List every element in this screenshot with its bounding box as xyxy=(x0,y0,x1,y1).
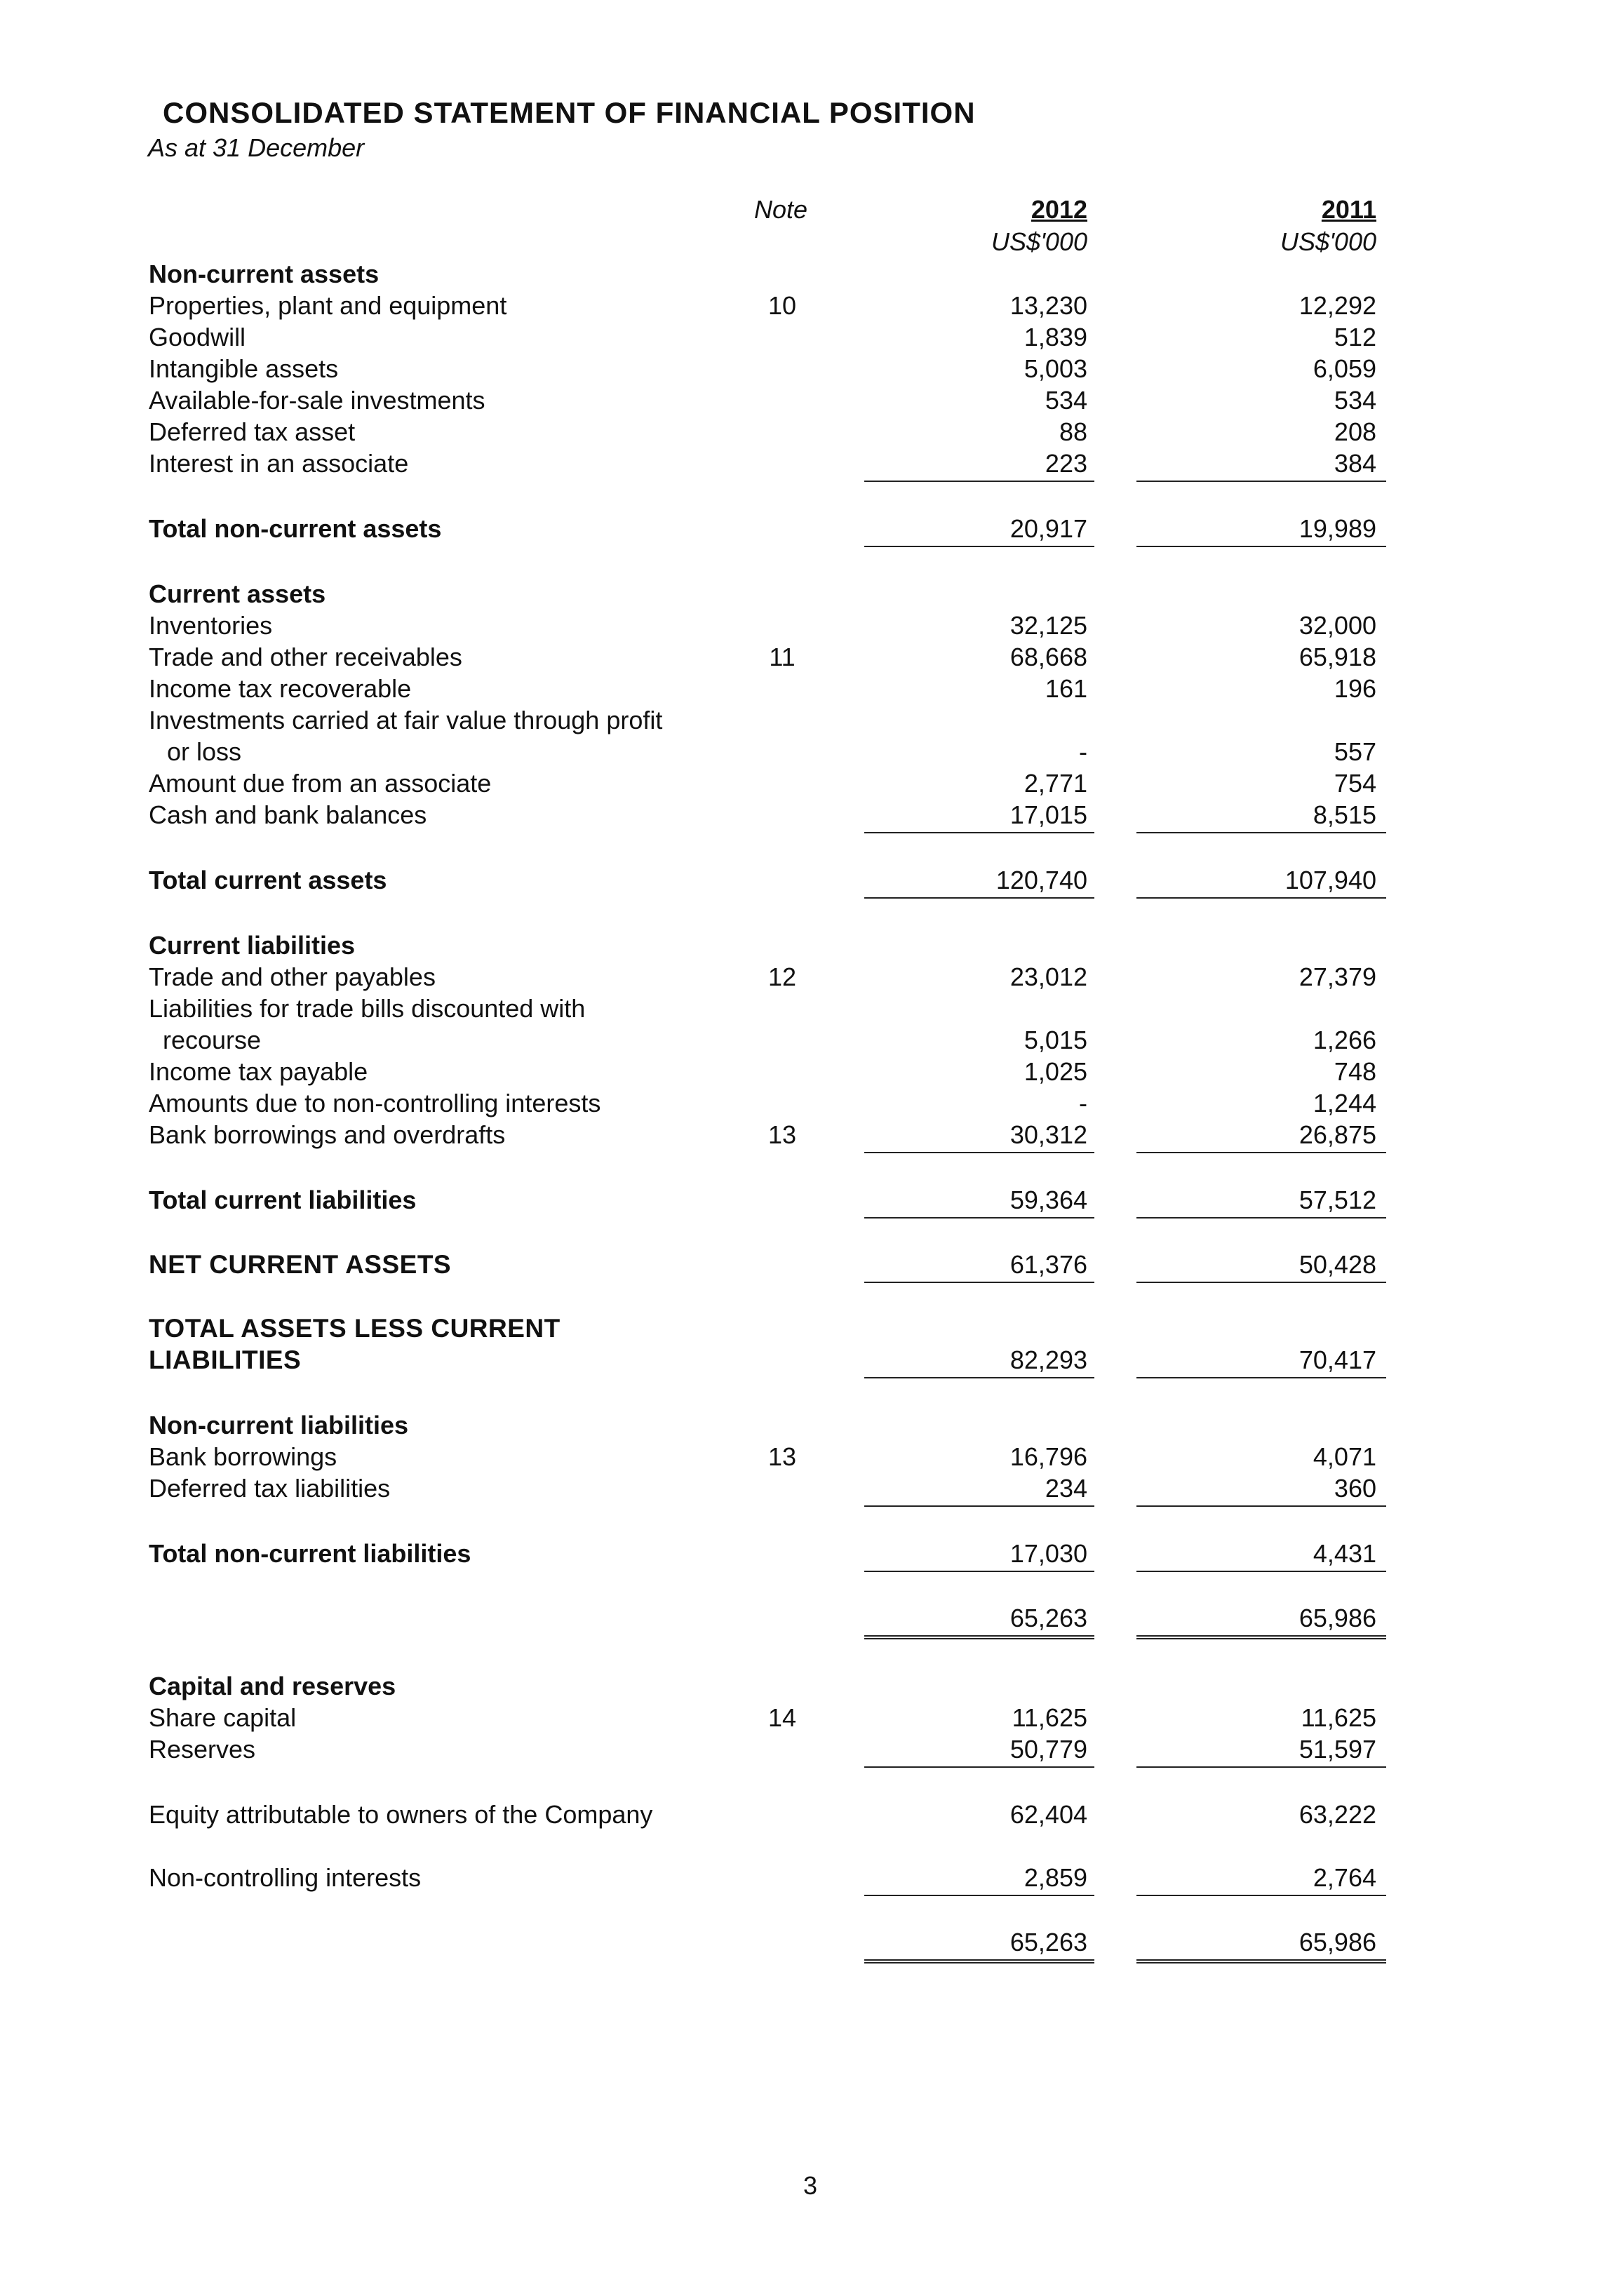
value-2011: 26,875 xyxy=(1298,1120,1376,1149)
section-heading xyxy=(0,1672,1624,1704)
row-label: or loss xyxy=(167,737,242,766)
subtotal-rule xyxy=(1136,832,1386,833)
value-2012: 13,230 xyxy=(1009,291,1087,320)
value-2011: 65,918 xyxy=(1298,643,1376,671)
row-label: Inventories xyxy=(149,611,273,640)
table-row xyxy=(0,674,1624,706)
grand-total-rule xyxy=(864,1635,1094,1639)
value-2012: 23,012 xyxy=(1009,962,1087,991)
section-heading xyxy=(0,931,1624,963)
table-row xyxy=(0,386,1624,418)
value-2012: 223 xyxy=(1045,449,1087,478)
table-row xyxy=(0,417,1624,450)
total-row xyxy=(0,1314,1624,1346)
table-row xyxy=(0,323,1624,355)
value-2011: 196 xyxy=(1334,674,1376,703)
total-row xyxy=(0,1250,1624,1282)
value-2011: 65,986 xyxy=(1298,1928,1376,1956)
table-row xyxy=(0,994,1624,1026)
total-row xyxy=(0,1186,1624,1218)
value-2012: 2,859 xyxy=(1024,1863,1087,1892)
value-2012: 59,364 xyxy=(1009,1186,1087,1214)
table-row xyxy=(0,1442,1624,1475)
subtotal-rule xyxy=(864,1895,1094,1896)
total-rule xyxy=(864,1217,1094,1219)
value-2012: 65,263 xyxy=(1009,1604,1087,1632)
section-heading xyxy=(0,579,1624,612)
row-label: Deferred tax asset xyxy=(149,417,356,446)
grand-total-rule xyxy=(1136,1635,1386,1639)
value-2011: 6,059 xyxy=(1313,354,1376,383)
value-2012: 1,839 xyxy=(1024,323,1087,351)
total-equity-row xyxy=(0,1928,1624,1960)
table-row xyxy=(0,1057,1624,1089)
total-rule xyxy=(1136,546,1386,547)
table-row xyxy=(0,706,1624,738)
unit-2012-header: US$'000 xyxy=(991,227,1087,256)
value-2011: 360 xyxy=(1334,1474,1376,1503)
row-label: NET CURRENT ASSETS xyxy=(149,1250,452,1279)
table-row xyxy=(0,1089,1624,1121)
row-label: TOTAL ASSETS LESS CURRENT xyxy=(149,1314,561,1343)
row-label: Available-for-sale investments xyxy=(149,386,485,415)
value-2011: 208 xyxy=(1334,417,1376,446)
value-2012: 5,015 xyxy=(1024,1026,1087,1054)
value-2011: 57,512 xyxy=(1298,1186,1376,1214)
grand-total-rule xyxy=(864,1959,1094,1963)
subtotal-rule xyxy=(1136,1152,1386,1153)
row-label: Investments carried at fair value through profit xyxy=(149,706,663,734)
value-2011: 19,989 xyxy=(1298,514,1376,543)
table-row xyxy=(0,1863,1624,1895)
subtotal-rule xyxy=(1136,1895,1386,1896)
row-note: 13 xyxy=(768,1442,797,1471)
row-label: Amount due from an associate xyxy=(149,769,492,798)
section-heading xyxy=(0,1411,1624,1443)
subtotal-rule xyxy=(864,832,1094,833)
row-label: Reserves xyxy=(149,1735,256,1764)
year-2011-header: 2011 xyxy=(1321,195,1376,224)
row-label: Bank borrowings and overdrafts xyxy=(149,1120,506,1149)
value-2012: 11,625 xyxy=(1012,1703,1087,1732)
table-row xyxy=(0,354,1624,387)
total-rule xyxy=(1136,1571,1386,1572)
value-2011: 107,940 xyxy=(1284,866,1376,894)
row-label: Trade and other receivables xyxy=(149,643,462,671)
value-2011: 4,431 xyxy=(1313,1539,1376,1568)
subtotal-rule xyxy=(864,481,1094,482)
table-row xyxy=(0,1735,1624,1767)
table-row xyxy=(0,1120,1624,1153)
value-2011: 512 xyxy=(1334,323,1376,351)
row-label: Non-current liabilities xyxy=(149,1411,409,1439)
value-2012: - xyxy=(1079,1089,1087,1117)
total-row xyxy=(0,1539,1624,1571)
value-2012: 62,404 xyxy=(1009,1800,1087,1829)
row-label: Trade and other payables xyxy=(149,962,436,991)
value-2011: 8,515 xyxy=(1313,800,1376,829)
value-2011: 63,222 xyxy=(1298,1800,1376,1829)
value-2011: 11,625 xyxy=(1301,1703,1376,1732)
table-row xyxy=(0,449,1624,481)
total-row xyxy=(0,514,1624,546)
row-label: Total non-current assets xyxy=(149,514,442,543)
value-2011: 748 xyxy=(1334,1057,1376,1086)
row-label: Non-controlling interests xyxy=(149,1863,422,1892)
value-2012: 234 xyxy=(1045,1474,1087,1503)
row-label: Cash and bank balances xyxy=(149,800,427,829)
table-row xyxy=(0,769,1624,801)
value-2011: 4,071 xyxy=(1313,1442,1376,1471)
subtotal-rule xyxy=(1136,1766,1386,1768)
row-label: Capital and reserves xyxy=(149,1672,396,1700)
row-label: Share capital xyxy=(149,1703,297,1732)
unit-2011-header: US$'000 xyxy=(1280,227,1376,256)
total-rule xyxy=(1136,1217,1386,1219)
value-2011: 70,417 xyxy=(1298,1345,1376,1374)
value-2011: 51,597 xyxy=(1298,1735,1376,1764)
value-2012: 20,917 xyxy=(1009,514,1087,543)
value-2011: 12,292 xyxy=(1298,291,1376,320)
subtotal-rule xyxy=(864,1505,1094,1507)
row-label: Properties, plant and equipment xyxy=(149,291,507,320)
table-row xyxy=(0,291,1624,323)
total-rule xyxy=(864,1282,1094,1283)
section-heading xyxy=(0,260,1624,292)
value-2012: - xyxy=(1079,737,1087,766)
value-2011: 1,244 xyxy=(1313,1089,1376,1117)
row-label: Income tax recoverable xyxy=(149,674,412,703)
table-row xyxy=(0,800,1624,833)
value-2012: 68,668 xyxy=(1009,643,1087,671)
total-rule xyxy=(864,897,1094,899)
statement-subtitle: As at 31 December xyxy=(148,133,365,162)
value-2012: 82,293 xyxy=(1009,1345,1087,1374)
subtotal-rule xyxy=(1136,481,1386,482)
total-row xyxy=(0,866,1624,898)
total-rule xyxy=(864,1377,1094,1378)
table-row xyxy=(0,1474,1624,1506)
subtotal-rule xyxy=(864,1152,1094,1153)
row-label: Interest in an associate xyxy=(149,449,409,478)
table-row xyxy=(0,1800,1624,1832)
row-note: 11 xyxy=(769,643,796,671)
value-2012: 17,015 xyxy=(1009,800,1087,829)
total-rule xyxy=(1136,897,1386,899)
row-label: Total current liabilities xyxy=(149,1186,417,1214)
total-row xyxy=(0,1345,1624,1378)
value-2011: 27,379 xyxy=(1298,962,1376,991)
row-label: Amounts due to non-controlling interests xyxy=(149,1089,601,1117)
value-2012: 2,771 xyxy=(1024,769,1087,798)
value-2012: 61,376 xyxy=(1009,1250,1087,1279)
row-note: 10 xyxy=(768,291,797,320)
value-2012: 534 xyxy=(1045,386,1087,415)
table-row xyxy=(0,1703,1624,1736)
row-note: 14 xyxy=(768,1703,797,1732)
value-2012: 5,003 xyxy=(1024,354,1087,383)
grand-total-rule xyxy=(1136,1959,1386,1963)
total-rule xyxy=(1136,1282,1386,1283)
value-2011: 1,266 xyxy=(1313,1026,1376,1054)
row-label: recourse xyxy=(163,1026,262,1054)
value-2011: 754 xyxy=(1334,769,1376,798)
subtotal-rule xyxy=(864,1766,1094,1768)
row-note: 13 xyxy=(768,1120,797,1149)
value-2012: 32,125 xyxy=(1009,611,1087,640)
table-row xyxy=(0,962,1624,995)
value-2011: 2,764 xyxy=(1313,1863,1376,1892)
row-label: Intangible assets xyxy=(149,354,339,383)
table-row xyxy=(0,643,1624,675)
total-rule xyxy=(864,546,1094,547)
value-2011: 65,986 xyxy=(1298,1604,1376,1632)
value-2012: 30,312 xyxy=(1009,1120,1087,1149)
table-row xyxy=(0,737,1624,770)
total-rule xyxy=(864,1571,1094,1572)
value-2011: 534 xyxy=(1334,386,1376,415)
value-2011: 384 xyxy=(1334,449,1376,478)
total-rule xyxy=(1136,1377,1386,1378)
row-label: Non-current assets xyxy=(149,260,380,288)
subtotal-rule xyxy=(1136,1505,1386,1507)
value-2012: 50,779 xyxy=(1009,1735,1087,1764)
table-row xyxy=(0,611,1624,643)
row-label: Income tax payable xyxy=(149,1057,368,1086)
value-2012: 161 xyxy=(1045,674,1087,703)
page-number: 3 xyxy=(803,2171,818,2200)
value-2012: 17,030 xyxy=(1009,1539,1087,1568)
value-2012: 120,740 xyxy=(995,866,1087,894)
net-assets-row xyxy=(0,1604,1624,1636)
year-2012-header: 2012 xyxy=(1031,195,1087,224)
value-2011: 557 xyxy=(1334,737,1376,766)
value-2012: 1,025 xyxy=(1024,1057,1087,1086)
row-label: Equity attributable to owners of the Company xyxy=(149,1800,653,1829)
row-label: Deferred tax liabilities xyxy=(149,1474,391,1503)
value-2011: 50,428 xyxy=(1298,1250,1376,1279)
statement-title: CONSOLIDATED STATEMENT OF FINANCIAL POSITION xyxy=(163,96,976,129)
row-label: Total current assets xyxy=(149,866,387,894)
note-column-header: Note xyxy=(754,195,808,224)
value-2011: 32,000 xyxy=(1298,611,1376,640)
row-label: Liabilities for trade bills discounted with xyxy=(149,994,586,1023)
value-2012: 65,263 xyxy=(1009,1928,1087,1956)
row-label: LIABILITIES xyxy=(149,1345,302,1374)
value-2012: 88 xyxy=(1059,417,1087,446)
row-label: Bank borrowings xyxy=(149,1442,337,1471)
row-label: Current assets xyxy=(149,579,326,608)
row-label: Total non-current liabilities xyxy=(149,1539,471,1568)
table-row xyxy=(0,1026,1624,1058)
row-label: Goodwill xyxy=(149,323,246,351)
value-2012: 16,796 xyxy=(1009,1442,1087,1471)
row-note: 12 xyxy=(768,962,797,991)
row-label: Current liabilities xyxy=(149,931,356,960)
